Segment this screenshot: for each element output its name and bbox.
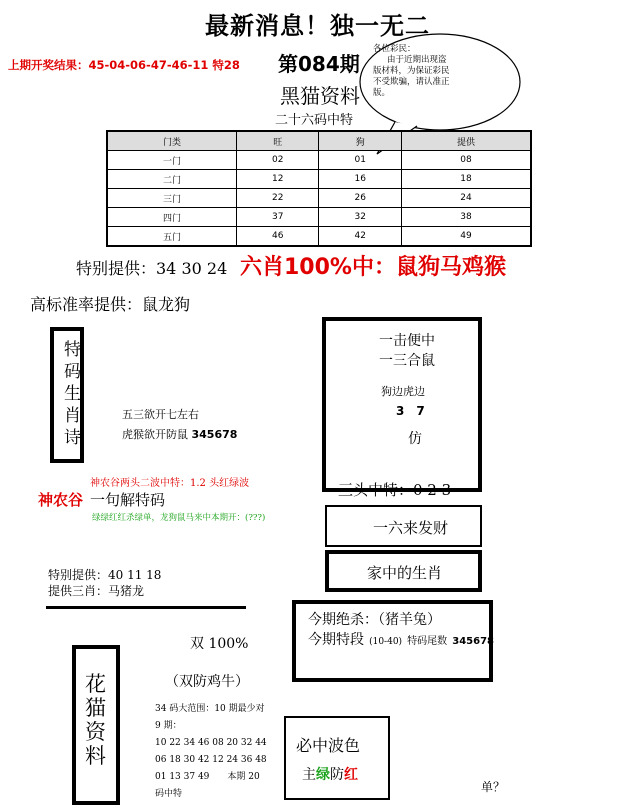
table-cell: 18 <box>402 170 531 189</box>
table-cell: 08 <box>402 151 531 170</box>
kill-line-prefix: 今期特段 <box>308 632 364 648</box>
table-header-row <box>107 131 531 151</box>
bubble-line: 版。 <box>373 88 391 98</box>
right-box-line: 狗边虎边 <box>381 385 425 398</box>
table-cell: 22 <box>236 189 319 208</box>
huamao-line: 9 期： <box>155 721 182 731</box>
double-100: 双 100% <box>190 636 249 652</box>
huamao-char: 资 <box>85 720 106 744</box>
bubble-line: 不受欺骗，请认准正 <box>373 77 450 87</box>
poem-title-char: 码 <box>64 362 81 382</box>
wave-main: 主 <box>302 767 316 783</box>
right-box-line: 一三合鼠 <box>379 353 435 369</box>
huamao-line: 10 22 34 46 08 20 32 44 <box>155 738 267 748</box>
table-subtitle: 二十六码中特 <box>275 113 354 128</box>
huamao-line: 01 13 37 49 本期 20 <box>155 772 260 782</box>
right-box-line: 仿 <box>408 431 422 447</box>
three-heads: 三头中特：0 2 3 <box>338 481 452 499</box>
poem-line: 五三欲开七左右 <box>122 408 199 421</box>
table-cell: 01 <box>319 151 402 170</box>
special2-line: 特别提供：40 11 18 <box>48 568 162 582</box>
huamao-line: 码中特 <box>155 789 183 799</box>
table-cell: 二门 <box>107 170 236 189</box>
poem-title-char: 肖 <box>64 406 81 426</box>
bubble-line: 版材料，为保证彩民 <box>373 66 450 76</box>
table-cell: 26 <box>319 189 402 208</box>
table-cell: 32 <box>319 208 402 227</box>
huamao-char: 料 <box>85 744 106 768</box>
table-cell: 24 <box>402 189 531 208</box>
kill-line-number: 345678 <box>452 636 494 647</box>
shennong-title: 一句解特码 <box>90 491 166 509</box>
table-row <box>107 151 531 170</box>
right-box-line: 3 7 <box>396 404 425 418</box>
table-row <box>107 208 531 227</box>
table-cell: 一门 <box>107 151 236 170</box>
table-header-cell: 提供 <box>402 131 531 151</box>
kill-line-range: (10-40) <box>369 637 403 647</box>
right-box-line: 一击便中 <box>379 333 435 349</box>
wave-colors <box>302 764 358 784</box>
brand-title: 黑猫资料 <box>280 84 360 108</box>
bubble-line: 各位彩民： <box>373 44 416 54</box>
last-result: 上期开奖结果：45-04-06-47-46-11 特28 <box>8 58 240 72</box>
huamao-line: 06 18 30 42 12 24 36 48 <box>155 755 267 765</box>
huamao-title <box>85 672 106 768</box>
table-header-cell: 门类 <box>107 131 236 151</box>
table-cell: 37 <box>236 208 319 227</box>
huamao-char: 花 <box>85 672 106 696</box>
poem-line <box>122 426 237 442</box>
odd-question: 单？ <box>481 780 506 794</box>
shennong-sub: 绿绿红红杀绿单，龙狗鼠马来中本期开：(???) <box>92 513 266 523</box>
table-row <box>107 189 531 208</box>
huamao-char: 猫 <box>85 696 106 720</box>
home-zodiac-text: 家中的生肖 <box>367 564 443 582</box>
table-cell: 49 <box>402 227 531 247</box>
poem-title-char: 特 <box>64 340 81 360</box>
table-row <box>107 227 531 247</box>
liu-lai-text: 一六来发财 <box>373 519 449 537</box>
double-guard: （双防鸡牛） <box>165 674 249 690</box>
kill-line-mid: 特码尾数 <box>407 636 448 647</box>
special-highlight: 六肖100%中：鼠狗马鸡猴 <box>240 255 506 280</box>
wave-green: 绿 <box>316 767 330 783</box>
divider <box>46 606 246 609</box>
special2-line: 提供三肖：马猪龙 <box>48 584 145 598</box>
table-cell: 三门 <box>107 189 236 208</box>
special-label: 特别提供：34 30 24 <box>76 259 228 278</box>
kill-line: 今期绝杀：（猪羊兔） <box>308 612 441 628</box>
table-header-cell: 旺 <box>236 131 319 151</box>
page-title: 最新消息！独一无二 <box>205 11 430 40</box>
door-table <box>106 130 532 247</box>
bubble-line: 由于近期出现盗 <box>387 55 447 65</box>
poem-line-number: 345678 <box>191 428 238 441</box>
wave-red: 红 <box>344 767 358 783</box>
poem-title-char: 生 <box>64 384 81 404</box>
poem-title <box>64 339 81 449</box>
poem-line-text: 虎猴欲开防鼠 <box>122 428 188 441</box>
shennong-red-line: 神农谷两头二波中特：1.2 头红绿波 <box>90 478 250 489</box>
table-cell: 12 <box>236 170 319 189</box>
wave-title: 必中波色 <box>296 736 361 755</box>
table-row <box>107 170 531 189</box>
table-cell: 16 <box>319 170 402 189</box>
wave-box <box>284 716 390 800</box>
bubble-text <box>373 44 450 99</box>
table-cell: 42 <box>319 227 402 247</box>
table-header-cell: 狗 <box>319 131 402 151</box>
shennong-brand: 神农谷 <box>38 491 84 509</box>
kill-line <box>308 629 494 649</box>
table-cell: 46 <box>236 227 319 247</box>
table-cell: 38 <box>402 208 531 227</box>
issue-number: 第084期 <box>278 52 360 76</box>
table-cell: 02 <box>236 151 319 170</box>
poem-title-char: 诗 <box>64 428 81 448</box>
high-accuracy: 高标准率提供：鼠龙狗 <box>30 295 191 314</box>
wave-guard: 防 <box>330 767 344 783</box>
table-cell: 五门 <box>107 227 236 247</box>
table-cell: 四门 <box>107 208 236 227</box>
huamao-text <box>155 701 267 803</box>
huamao-line: 34 码大范围：10 期最少对 <box>155 704 265 714</box>
